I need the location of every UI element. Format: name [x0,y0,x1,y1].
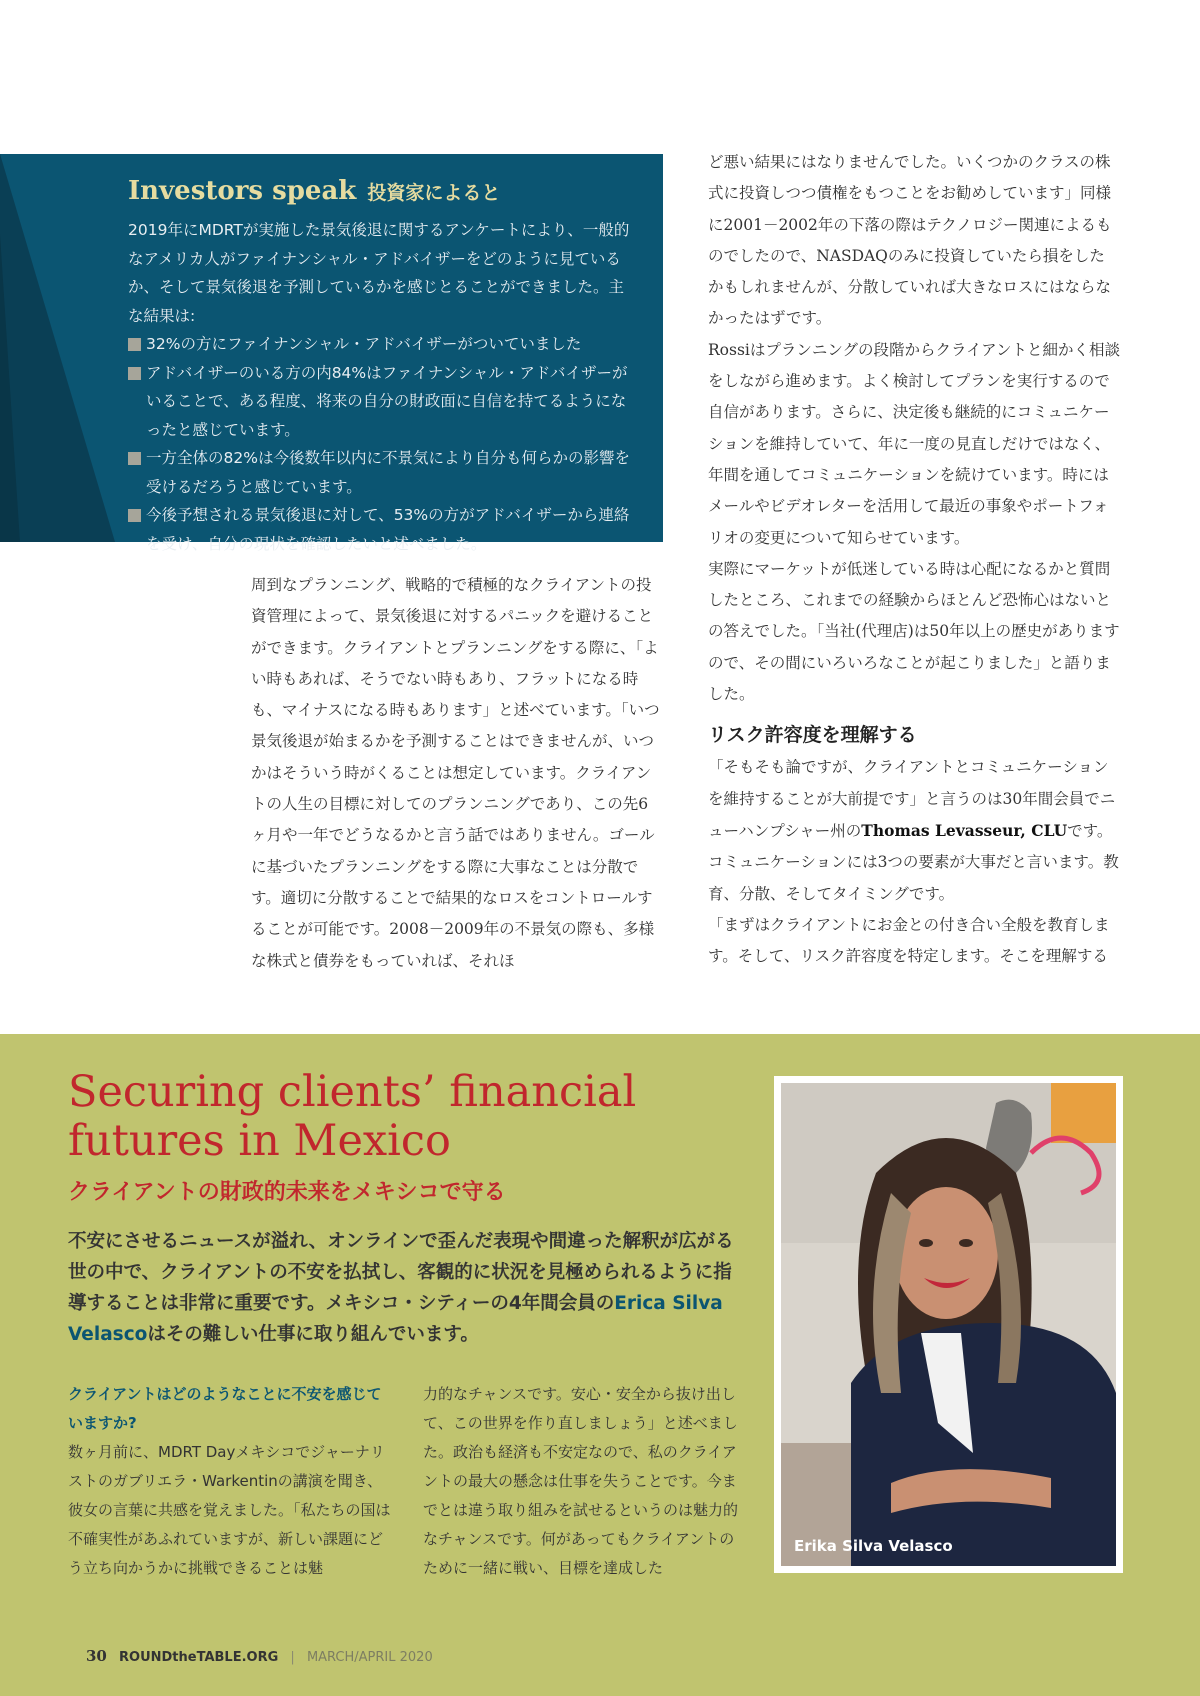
feature-subtitle: クライアントの財政的未来をメキシコで守る [68,1180,506,1205]
survey-results-list [128,330,638,558]
article-paragraph: 周到なプランニング、戦略的で積極的なクライアントの投資管理によって、景気後退に対するパニックを避けることができます。クライアントとプランニングをする際に、「よい時もあれば、そうでない時もあり、フラットになる時も、マイナスになる時もあります」と述べています。「いつ景気後退が始まるかを予測することはできませんが、いつかはそういう時がくることは想定しています。クライアントの人生の目標に対してのプランニングであり、この先6ヶ月や一年でどうなるかと言う話ではありません。ゴールに基づいたプランニングをする際に大事なことは分散です。適切に分散することで結果的なロスをコントロールすることが可能です。2008－2009年の不景気の際も、多様な株式と債券をもっていれば、それほ [251,576,660,970]
article-paragraph: 「まずはクライアントにお金との付き合い全般を教育します。そして、リスク許容度を特定します。そこを理解する [708,915,1110,966]
interview-answer: 数ヶ月前に、MDRT Dayメキシコでジャーナリストのガブリエラ・Warkentinの講演を聞き、彼女の言葉に共感を覚えました。「私たちの国は不確実性があふれていますが、新しい課題にどう立ち向かうかに挑戦できることは魅 [68,1443,391,1577]
investors-speak-intro: 2019年にMDRTが実施した景気後退に関するアンケートにより、一般的なアメリカ人がファイナンシャル・アドバイザーをどのように見ているか、そして景気後退を予測しているかを感じとることができました。主な結果は: [128,221,630,325]
lead-text: 不安にさせるニュースが溢れ、オンラインで歪んだ表現や間違った解釈が広がる世の中で、クライアントの不安を払拭し、客観的に状況を見極められるように指導することは非常に重要です。メキシコ・シティーの4年間会員の [68,1231,734,1314]
lead-text: はその難しい仕事に取り組んでいます。 [147,1324,479,1345]
interview-answer: 力的なチャンスです。安心・安全から抜け出して、この世界を作り直しましょう」と述べました。政治も経済も不安定なので、私のクライアントの最大の懸念は仕事を失うことです。今までとは違う取り組みを試せるというのは魅力的なチャンスです。何があってもクライアントのために一緒に戦い、目標を達成した [423,1385,739,1577]
investors-speak-title-jp: 投資家によると [367,182,501,204]
photo-caption: Erika Silva Velasco [794,1537,953,1555]
portrait-illustration [781,1083,1116,1566]
article-paragraph [708,752,1120,909]
member-name: Thomas Levasseur, CLU [861,820,1068,840]
investors-speak-title [128,176,500,206]
section-heading: リスク許容度を理解する [708,724,917,747]
investors-speak-title-en: Investors speak [128,176,357,206]
survey-result-item: アドバイザーのいる方の内84%はファイナンシャル・アドバイザーがいることで、ある程度、将来の自分の財政面に自信を持てるようになったと感じています。 [128,359,638,445]
article-column-middle [251,570,663,977]
issue-date: MARCH/APRIL 2020 [306,1650,433,1665]
footer-separator: | [290,1650,295,1665]
survey-result-item: 今後予想される景気後退に対して、53%の方がアドバイザーから連絡を受け、自分の現状を確認したいと述べました。 [128,501,638,558]
investors-speak-body [128,216,638,558]
survey-result-item: 32%の方にファイナンシャル・アドバイザーがついていました [128,330,638,359]
article-paragraph: ど悪い結果にはなりませんでした。いくつかのクラスの株式に投資しつつ債権をもつことをお勧めしています」同様に2001－2002年の下落の際はテクノロジー関連によるものでしたので、NASDAQのみに投資していたら損をしたかもしれませんが、分散していれば大きなロスにはならなかったはずです。 [708,153,1112,328]
article-paragraph: 実際にマーケットが低迷している時は心配になるかと質問したところ、これまでの経験からほとんど恐怖心はないとの答えでした。「当社(代理店)は50年以上の歴史がありますので、その間にいろいろなことが起こりました」と語りました。 [708,559,1120,704]
feature-title: Securing clients’ financial futures in Mexico [68,1067,637,1166]
interview-question: クライアントはどのようなことに不安を感じていますか? [68,1385,382,1432]
survey-result-item: 一方全体の82%は今後数年以内に不景気により自分も何らかの影響を受けるだろうと感じています。 [128,444,638,501]
portrait-photo [781,1083,1116,1566]
article-column-right [708,147,1120,972]
feature-column-1 [68,1380,394,1583]
site-name: ROUNDtheTABLE.ORG [119,1650,279,1665]
feature-column-2 [423,1380,745,1583]
paragraph-text: 「そもそも論ですが、クライアントとコミュニケーションを維持することが大前提です」と言うのは30年間会員でニューハンプシャー州の [708,758,1116,840]
article-paragraph: Rossiはプランニングの段階からクライアントと細かく相談をしながら進めます。よく検討してプランを実行するので自信があります。さらに、決定後も継続的にコミュニケーションを維持していて、年に一度の見直しだけではなく、年間を通してコミュニケーションを続けています。時にはメールやビデオレターを活用して最近の事象やポートフォリオの変更について知らせています。 [708,340,1121,547]
paragraph-text: です。コミュニケーションには3つの要素が大事だと言います。教育、分散、そしてタイミングです。 [708,821,1119,903]
feature-lead [68,1226,748,1350]
decorative-wedge-dark [0,234,20,542]
page-number: 30 [86,1647,107,1665]
member-name: Erica Silva Velasco [68,1293,723,1345]
page-footer [86,1647,433,1665]
